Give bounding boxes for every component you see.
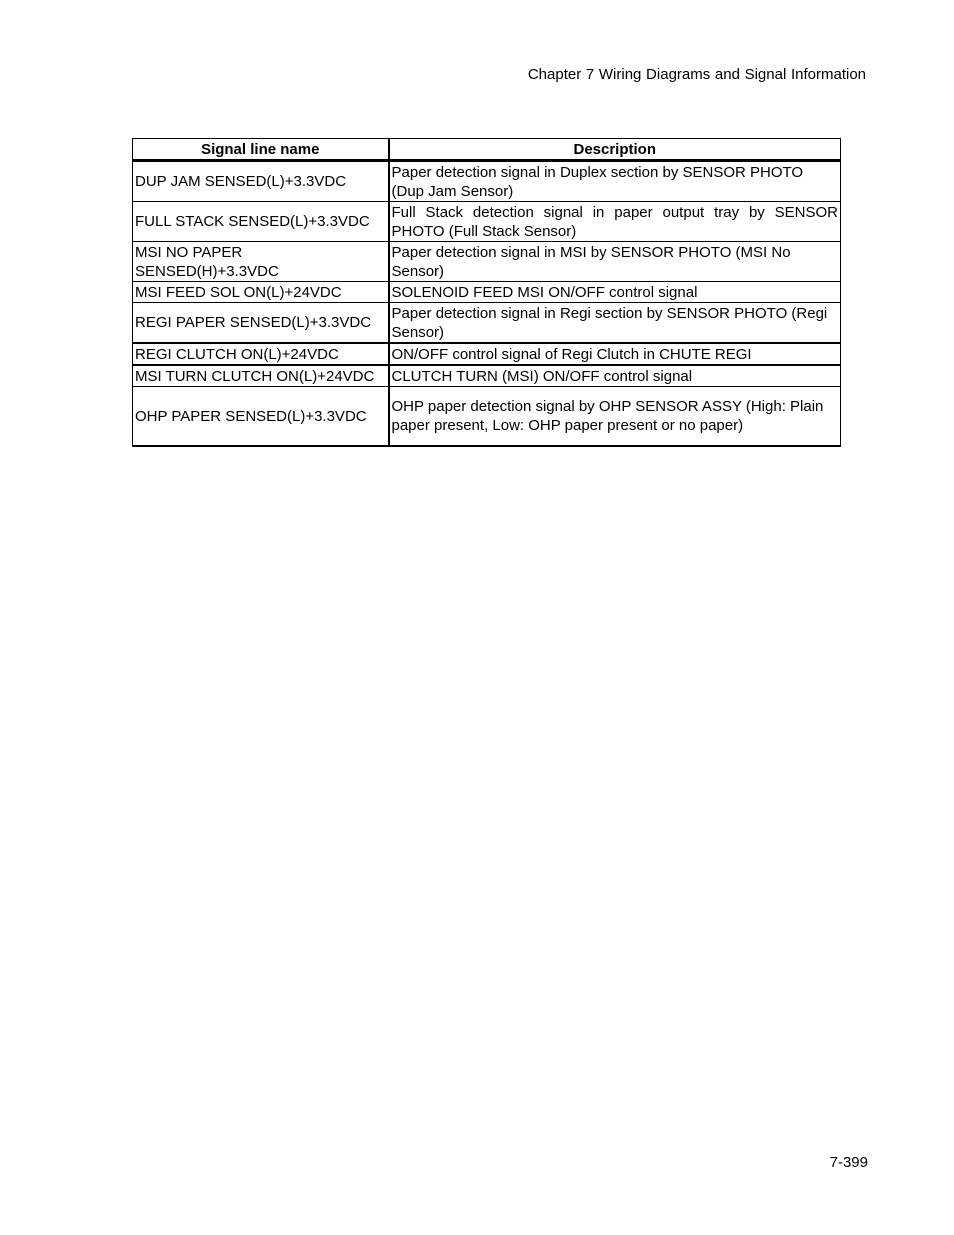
table-row [133, 282, 841, 303]
table-row [133, 365, 841, 387]
table-row [133, 303, 841, 344]
table-row [133, 202, 841, 242]
description-cell: OHP paper detection signal by OHP SENSOR ASSY (High: Plain paper present, Low: OHP paper present or no paper) [389, 387, 841, 447]
signal-name-cell: DUP JAM SENSED(L)+3.3VDC [133, 161, 389, 202]
signal-name-cell: REGI PAPER SENSED(L)+3.3VDC [133, 303, 389, 344]
running-header: Chapter 7 Wiring Diagrams and Signal Information [527, 66, 866, 83]
description-cell: Paper detection signal in Duplex section by SENSOR PHOTO (Dup Jam Sensor) [389, 161, 841, 202]
table-row [133, 343, 841, 365]
signal-name-cell: FULL STACK SENSED(L)+3.3VDC [133, 202, 389, 242]
signal-table [132, 138, 841, 447]
description-cell: Paper detection signal in Regi section by SENSOR PHOTO (Regi Sensor) [389, 303, 841, 344]
table-row [133, 387, 841, 447]
page-number: 7-399 [829, 1154, 868, 1171]
signal-name-cell: OHP PAPER SENSED(L)+3.3VDC [133, 387, 389, 447]
column-header-description: Description [389, 139, 841, 161]
table-row [133, 242, 841, 282]
description-cell: Paper detection signal in MSI by SENSOR PHOTO (MSI No Sensor) [389, 242, 841, 282]
column-header-signal-line-name: Signal line name [133, 139, 389, 161]
description-cell: SOLENOID FEED MSI ON/OFF control signal [389, 282, 841, 303]
signal-name-cell: MSI NO PAPER SENSED(H)+3.3VDC [133, 242, 389, 282]
signal-name-cell: REGI CLUTCH ON(L)+24VDC [133, 343, 389, 365]
signal-name-cell: MSI TURN CLUTCH ON(L)+24VDC [133, 365, 389, 387]
description-cell: ON/OFF control signal of Regi Clutch in CHUTE REGI [389, 343, 841, 365]
table-row [133, 161, 841, 202]
signal-name-cell: MSI FEED SOL ON(L)+24VDC [133, 282, 389, 303]
description-cell: CLUTCH TURN (MSI) ON/OFF control signal [389, 365, 841, 387]
table-header-row [133, 139, 841, 161]
description-cell: Full Stack detection signal in paper output tray by SENSOR PHOTO (Full Stack Sensor) [389, 202, 841, 242]
